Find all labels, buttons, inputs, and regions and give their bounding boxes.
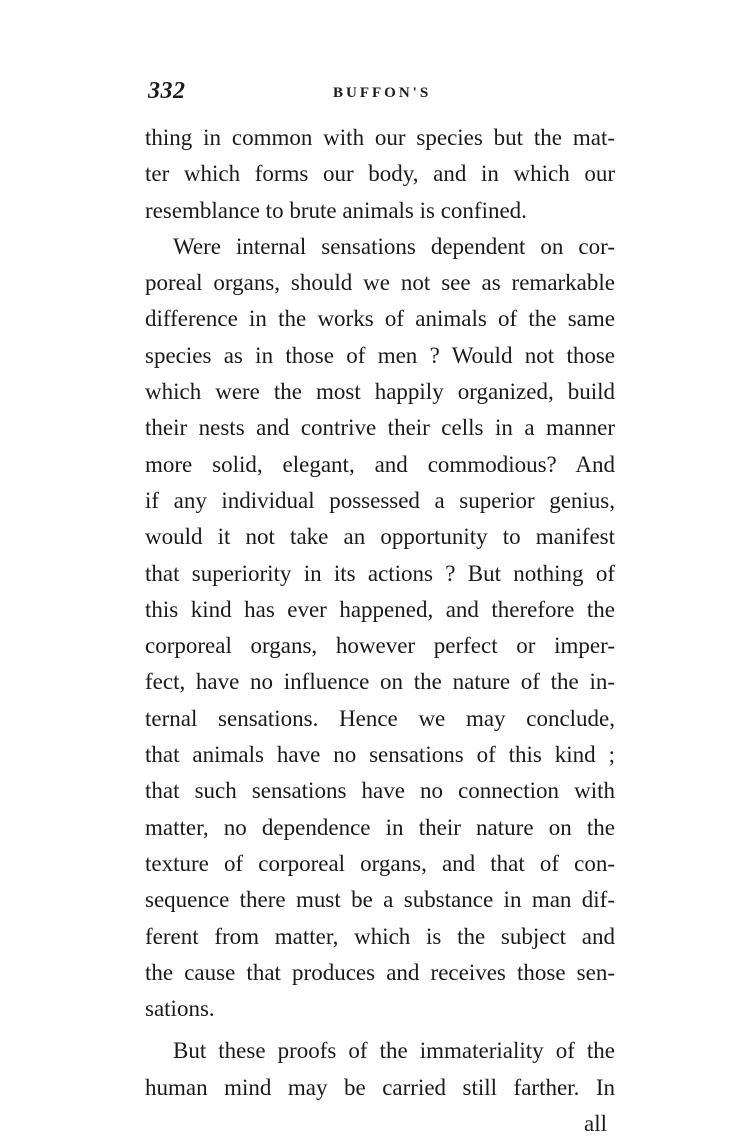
- text-line: ferent from matter, which is the subject and: [145, 923, 615, 949]
- text-line: ter which forms our body, and in which our: [145, 161, 615, 187]
- text-line: species as in those of men ? Would not those: [145, 342, 615, 368]
- text-line: texture of corporeal organs, and that of con-: [145, 850, 615, 876]
- text-line: fect, have no influence on the nature of the in-: [145, 669, 615, 695]
- text-line: Were internal sensations dependent on cor-: [173, 233, 615, 259]
- running-head: BUFFON'S: [333, 85, 432, 101]
- text-line: sations.: [145, 996, 215, 1022]
- text-line: ternal sensations. Hence we may conclude,: [145, 705, 615, 731]
- text-line: more solid, elegant, and commodious? And: [145, 451, 615, 477]
- text-line: thing in common with our species but the mat-: [145, 125, 615, 150]
- text-line: which were the most happily organized, build: [145, 379, 615, 405]
- text-line: difference in the works of animals of the same: [145, 306, 615, 332]
- text-line: that animals have no sensations of this kind ;: [145, 742, 615, 768]
- text-line: that such sensations have no connection with: [145, 778, 615, 804]
- page-header: [145, 78, 615, 108]
- page-number: 332: [148, 78, 186, 104]
- text-line: this kind has ever happened, and therefore the: [145, 596, 615, 622]
- text-line: poreal organs, should we not see as remarkable: [145, 270, 615, 296]
- catchword: all: [584, 1111, 607, 1137]
- text-line: their nests and contrive their cells in a manner: [145, 415, 615, 441]
- text-line: sequence there must be a substance in man dif-: [145, 887, 615, 913]
- text-line: that superiority in its actions ? But nothing of: [145, 560, 615, 586]
- text-line: human mind may be carried still farther. In: [145, 1074, 615, 1100]
- text-line: matter, no dependence in their nature on the: [145, 814, 615, 840]
- body-text: [145, 120, 615, 1142]
- text-line: if any individual possessed a superior genius,: [145, 487, 615, 513]
- text-line: would it not take an opportunity to manifest: [145, 524, 615, 550]
- text-line: resemblance to brute animals is confined.: [145, 197, 527, 223]
- text-line: corporeal organs, however perfect or imper-: [145, 633, 615, 659]
- text-line: But these proofs of the immateriality of the: [173, 1038, 615, 1064]
- text-line: the cause that produces and receives those sen-: [145, 959, 615, 985]
